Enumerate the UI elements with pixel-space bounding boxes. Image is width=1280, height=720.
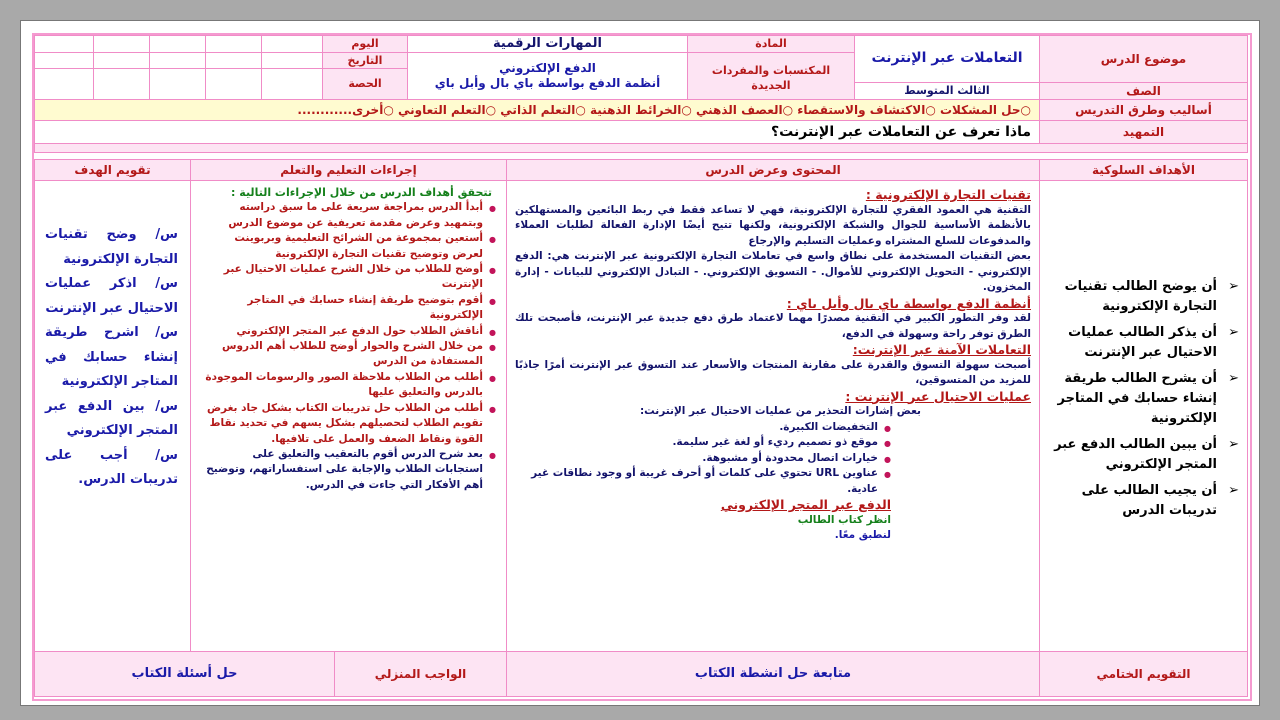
procedure-item: ● أبدأ الدرس بمراجعة سريعة على ما سبق دراسته وبتمهيد وعرض مقدمة تعريفية عن موضوع الدرس [201, 200, 496, 231]
day-blank-2 [205, 35, 262, 53]
period-blank-4 [93, 68, 150, 100]
fraud-warning-item: ● عناوين URL تحتوي على كلمات أو أحرف غريبة أو وجود نطاقات غير عادية. [515, 466, 891, 497]
fraud-warning-item: ● التخفيضات الكبيرة. [515, 420, 891, 436]
period-label: الحصة [322, 68, 408, 100]
period-blank-5 [34, 68, 94, 100]
lesson-plan-sheet [32, 33, 1252, 701]
date-blank-1 [261, 52, 323, 69]
day-blank-5 [34, 35, 94, 53]
content-paragraph: أصبحت سهولة التسوق والقدرة على مقارنة المنتجات والأسعار عند التسوق عبر الإنترنت أمرًا جاذبًا للمزيد من المتسوقين، [515, 358, 1031, 386]
methods-label: أساليب وطرق التدريس [1039, 99, 1248, 121]
evaluation-question: س/ أجب على تدريبات الدرس. [45, 447, 178, 487]
content-heading-ecommerce-tech: تقنيات التجارة الإلكترونية : [865, 187, 1031, 202]
intro-label: التمهيد [1039, 120, 1248, 144]
evaluation-question: س/ بين الدفع عبر المتجر الإلكتروني [45, 398, 178, 438]
day-label: اليوم [322, 35, 408, 53]
objective-item: ➢ أن يذكر الطالب عمليات الاحتيال عبر الإنترنت [1046, 323, 1239, 363]
page-frame [20, 20, 1260, 706]
evaluation-question: س/ اشرح طريقة إنشاء حسابك في المتاجر الإلكترونية [45, 325, 178, 389]
procedure-item: ● أوضح للطلاب من خلال الشرح عمليات الاحتيال عبر الإنترنت [201, 262, 496, 293]
spacer-row [34, 143, 1248, 153]
methods-value: ○حل المشكلات ○الاكتشاف والاستقصاء ○العصف الذهني ○الخرائط الذهنية ○التعلم الذاتي ○التعلم التعاوني ○أخرى............ [34, 99, 1040, 121]
date-blank-5 [34, 52, 94, 69]
objective-item: ➢ أن يبين الطالب الدفع عبر المتجر الإلكتروني [1046, 435, 1239, 475]
vocab-value-line1: الدفع الإلكتروني [499, 61, 596, 75]
content-heading-payment-systems: أنظمة الدفع بواسطة باي بال وأبل باي : [786, 295, 1031, 311]
objectives-column [1039, 180, 1248, 652]
grade-label: الصف [1039, 82, 1248, 100]
col-objectives-header: الأهداف السلوكية [1039, 159, 1248, 181]
day-blank-1 [261, 35, 323, 53]
period-blank-1 [261, 68, 323, 100]
vocab-label [687, 52, 855, 100]
content-note: لنطبق معًا. [834, 529, 891, 541]
content-note: انظر كتاب الطالب [797, 513, 891, 526]
vocab-value [407, 52, 688, 100]
fraud-warning-item: ● خيارات اتصال محدودة أو مشبوهة. [515, 451, 891, 467]
procedures-intro: تتحقق أهداف الدرس من خلال الإجراءات التالية : [231, 186, 492, 199]
final-assessment-label: التقويم الختامي [1039, 651, 1248, 697]
procedure-item: ● أقوم بتوضيح طريقة إنشاء حسابك في المتاجر الإلكترونية [201, 293, 496, 324]
grade-value: الثالث المتوسط [854, 82, 1040, 100]
topic-label: موضوع الدرس [1039, 35, 1248, 83]
day-blank-3 [149, 35, 206, 53]
col-content-header: المحتوى وعرض الدرس [506, 159, 1040, 181]
procedure-item: ● أناقش الطلاب حول الدفع عبر المتجر الإلكتروني [201, 324, 496, 339]
procedure-item: ● أطلب من الطلاب ملاحظة الصور والرسومات الموجودة بالدرس والتعليق عليها [201, 370, 496, 401]
content-heading-secure-transactions: التعاملات الآمنة عبر الإنترنت: [852, 342, 1031, 357]
procedure-item: ● من خلال الشرح والحوار أوضح للطلاب أهم الدروس المستفادة من الدرس [201, 339, 496, 370]
final-assessment-value: متابعة حل انشطة الكتاب [506, 651, 1040, 697]
intro-value: ماذا تعرف عن التعاملات عبر الإنترنت؟ [34, 120, 1040, 144]
content-heading-fraud: عمليات الاحتيال عبر الإنترنت : [845, 388, 1031, 404]
date-label: التاريخ [322, 52, 408, 69]
fraud-warning-list [515, 420, 1031, 498]
content-column [506, 180, 1040, 652]
content-paragraph: التقنية هي العمود الفقري للتجارة الإلكترونية، فهي لا تساعد فقط في ربط البائعين والمستهلكين بالأنظمة الأساسية للجوال والشبكة الإلكترونية، ولكنها تتيح أيضًا الإدارة الفعالة لطلبات العملاء والمدفوعات للسلع المشتراه وعمليات التسليم والإرجاع [515, 203, 1031, 247]
fraud-warning-item: ● موقع ذو تصميم رديء أو لغة غير سليمة. [515, 435, 891, 451]
content-paragraph: لقد وفر التطور الكبير في التقنية مصدرًا مهما لاعتماد طرق دفع جديدة عبر الإنترنت، فأصبحت تلك الطرق توفر راحة وسهولة في الدفع، [515, 312, 1031, 340]
period-blank-2 [205, 68, 262, 100]
vocab-value-line2: أنظمة الدفع بواسطة باي بال وأبل باي [434, 76, 661, 90]
evaluation-question: س/ وضح تقنيات التجارة الإلكترونية [45, 227, 178, 267]
objective-item: ➢ أن يشرح الطالب طريقة إنشاء حسابك في المتاجر الإلكترونية [1046, 369, 1239, 429]
col-procedures-header: إجراءات التعليم والتعلم [190, 159, 507, 181]
day-blank-4 [93, 35, 150, 53]
topic-value: التعاملات عبر الإنترنت [854, 35, 1040, 83]
homework-value: حل أسئلة الكتاب [34, 651, 335, 697]
content-paragraph: بعض التقنيات المستخدمة على نطاق واسع في تعاملات التجارة الإلكترونية عبر الإنترنت هي: الدفع الإلكتروني - التحويل الإلكتروني للأموال. - التسويق الإلكتروني. - التبادل الإلكتروني للبيانات - إدارة المخزون. [515, 250, 1031, 293]
evaluation-column [34, 180, 191, 652]
objective-item: ➢ أن يجيب الطالب على تدريبات الدرس [1046, 481, 1239, 521]
content-heading-store-payment: الدفع عبر المتجر الإلكتروني [720, 497, 891, 512]
procedure-item: ● بعد شرح الدرس أقوم بالتعقيب والتعليق على استجابات الطلاب والإجابة على استفساراتهم، وتوضيح أهم الأفكار التي جاءت في الدرس. [201, 447, 496, 493]
date-blank-4 [93, 52, 150, 69]
objective-item: ➢ أن يوضح الطالب تقنيات التجارة الإلكترونية [1046, 277, 1239, 317]
vocab-label-line2: الجديدة [751, 79, 791, 92]
content-paragraph: بعض إشارات التحذير من عمليات الاحتيال عبر الإنترنت: [639, 405, 921, 417]
date-blank-2 [205, 52, 262, 69]
period-blank-3 [149, 68, 206, 100]
vocab-label-line1: المكتسبات والمفردات [711, 64, 831, 77]
homework-label: الواجب المنزلي [334, 651, 507, 697]
subject-value: المهارات الرقمية [407, 35, 688, 53]
date-blank-3 [149, 52, 206, 69]
procedure-item: ● أستعين بمجموعة من الشرائح التعليمية وبربوينت لعرض وتوضيح تقنيات التجارة الإلكترونية [201, 231, 496, 262]
col-evaluation-header: تقويم الهدف [34, 159, 191, 181]
procedure-item: ● أطلب من الطلاب حل تدريبات الكتاب بشكل جاد بغرض تقويم الطلاب لتحصيلهم بشكل يسهم في تحديد نقاط القوة ونقاط الضعف والعمل على تلافيها. [201, 401, 496, 447]
subject-label: المادة [687, 35, 855, 53]
evaluation-question: س/ اذكر عمليات الاحتيال عبر الإنترنت [45, 276, 178, 316]
procedures-column [190, 180, 507, 652]
